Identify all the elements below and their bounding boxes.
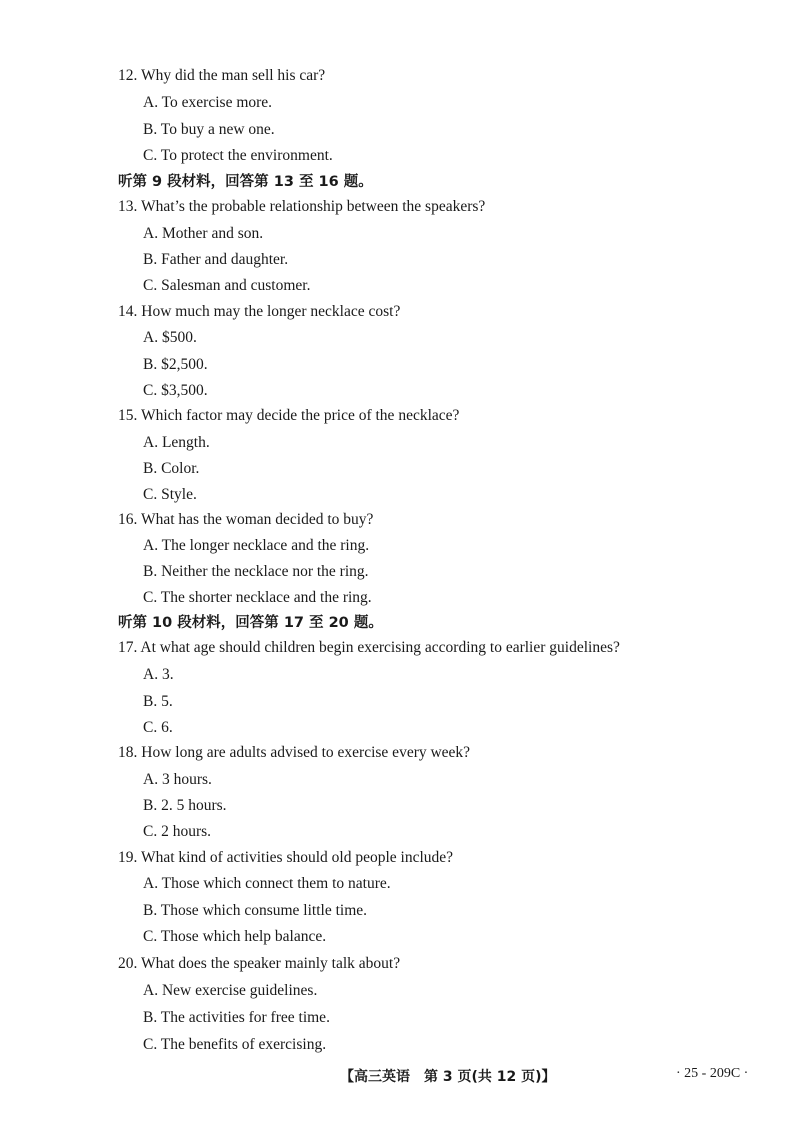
page-footer-label: 【高三英语 第 3 页(共 12 页)】 [340, 1069, 556, 1085]
question-14-stem: 14. How much may the longer necklace cost? [118, 303, 401, 320]
question-20-stem: 20. What does the speaker mainly talk about? [118, 955, 401, 972]
question-15-option-c: C. Style. [143, 486, 197, 503]
question-19-option-b: B. Those which consume little time. [143, 902, 368, 919]
question-12-option-b: B. To buy a new one. [143, 121, 275, 138]
question-17-option-a: A. 3. [143, 666, 174, 683]
question-19-stem: 19. What kind of activities should old people include? [118, 849, 454, 866]
question-12-option-c: C. To protect the environment. [143, 147, 333, 164]
question-14-option-a: A. $500. [143, 329, 197, 346]
question-18-option-a: A. 3 hours. [143, 771, 212, 788]
section-9-instruction: 听第 9 段材料，回答第 13 至 16 题。 [118, 174, 373, 190]
question-15-stem: 15. Which factor may decide the price of the necklace? [118, 407, 460, 424]
question-19-option-a: A. Those which connect them to nature. [143, 875, 391, 892]
question-18-option-b: B. 2. 5 hours. [143, 797, 227, 814]
section-10-instruction: 听第 10 段材料，回答第 17 至 20 题。 [118, 615, 383, 631]
question-20-option-b: B. The activities for free time. [143, 1009, 330, 1026]
question-14-option-b: B. $2,500. [143, 356, 208, 373]
question-15-option-b: B. Color. [143, 460, 200, 477]
question-13-option-b: B. Father and daughter. [143, 251, 289, 268]
question-18-option-c: C. 2 hours. [143, 823, 212, 840]
exam-code: · 25 - 209C · [676, 1066, 749, 1081]
question-17-option-b: B. 5. [143, 693, 173, 710]
question-13-option-a: A. Mother and son. [143, 225, 264, 242]
question-20-option-c: C. The benefits of exercising. [143, 1036, 327, 1053]
question-13-option-c: C. Salesman and customer. [143, 277, 311, 294]
question-16-option-b: B. Neither the necklace nor the ring. [143, 563, 369, 580]
question-19-option-c: C. Those which help balance. [143, 928, 327, 945]
question-12-option-a: A. To exercise more. [143, 94, 273, 111]
question-16-option-a: A. The longer necklace and the ring. [143, 537, 370, 554]
question-14-option-c: C. $3,500. [143, 382, 208, 399]
question-18-stem: 18. How long are adults advised to exercise every week? [118, 744, 471, 761]
question-16-option-c: C. The shorter necklace and the ring. [143, 589, 372, 606]
question-15-option-a: A. Length. [143, 434, 210, 451]
question-16-stem: 16. What has the woman decided to buy? [118, 511, 374, 528]
question-20-option-a: A. New exercise guidelines. [143, 982, 318, 999]
question-13-stem: 13. What’s the probable relationship between the speakers? [118, 198, 486, 215]
question-17-stem: 17. At what age should children begin exercising according to earlier guidelines? [118, 639, 620, 656]
question-12-stem: 12. Why did the man sell his car? [118, 67, 326, 84]
question-17-option-c: C. 6. [143, 719, 173, 736]
